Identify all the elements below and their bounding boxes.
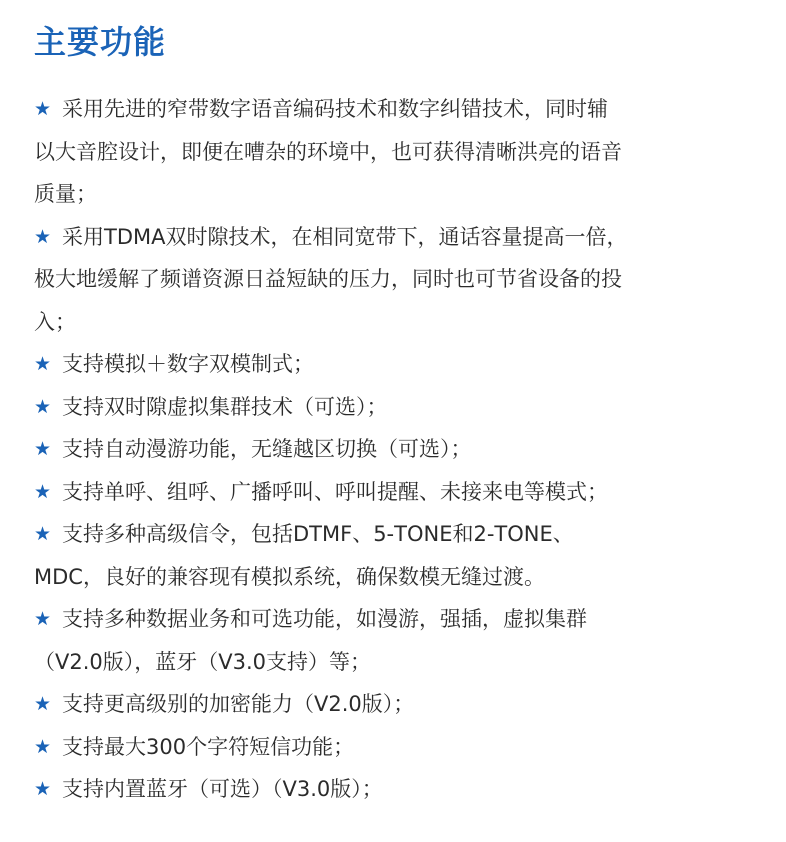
feature-line: 支持单呼、组呼、广播呼叫、呼叫提醒、未接来电等模式；	[62, 479, 608, 504]
feature-item	[34, 726, 752, 769]
feature-item	[34, 683, 752, 726]
star-icon: ★	[34, 480, 52, 503]
feature-line: 采用先进的窄带数字语音编码技术和数字纠错技术，同时辅	[62, 97, 608, 121]
star-icon: ★	[34, 778, 52, 800]
feature-item	[34, 513, 752, 598]
feature-line: 支持多种数据业务和可选功能，如漫游，强插，虚拟集群	[62, 607, 587, 631]
star-icon: ★	[34, 608, 52, 630]
feature-text	[62, 726, 752, 769]
feature-list	[34, 88, 752, 811]
feature-line: 支持内置蓝牙（可选）（V3.0版）；	[62, 777, 383, 801]
star-icon: ★	[34, 693, 52, 715]
star-icon: ★	[34, 438, 52, 460]
feature-item	[34, 88, 752, 216]
feature-line: 采用TDMA双时隙技术，在相同宽带下，通话容量提高一倍，	[62, 224, 628, 249]
feature-item	[34, 471, 752, 514]
feature-text	[62, 471, 752, 514]
feature-line: MDC，良好的兼容现有模拟系统，确保数模无缝过渡。	[34, 564, 545, 589]
feature-item	[34, 428, 752, 471]
feature-line: 支持双时隙虚拟集群技术（可选）；	[62, 394, 388, 419]
feature-item	[34, 386, 752, 429]
feature-item	[34, 768, 752, 811]
feature-text	[62, 386, 752, 429]
feature-line: 入；	[34, 309, 76, 334]
feature-text	[34, 216, 752, 344]
feature-text	[34, 598, 752, 683]
feature-line: 以大音腔设计，即便在嘈杂的环境中，也可获得清晰洪亮的语音	[34, 139, 622, 164]
feature-text	[34, 513, 752, 598]
feature-text	[62, 768, 752, 811]
feature-line: （V2.0版），蓝牙（V3.0支持）等；	[34, 649, 372, 674]
feature-line: 支持最大300个字符短信功能；	[62, 734, 355, 759]
feature-text	[62, 343, 752, 386]
star-icon: ★	[34, 735, 52, 758]
feature-text	[62, 428, 752, 471]
feature-text	[34, 88, 752, 216]
star-icon: ★	[34, 353, 52, 375]
feature-line: 支持更高级别的加密能力（V2.0版）；	[62, 692, 415, 716]
feature-item	[34, 598, 752, 683]
feature-line: 支持多种高级信令，包括DTMF、5-TONE和2-TONE、	[62, 522, 574, 546]
star-icon: ★	[34, 225, 52, 248]
feature-line: 支持自动漫游功能，无缝越区切换（可选）；	[62, 437, 472, 461]
feature-line: 极大地缓解了频谱资源日益短缺的压力，同时也可节省设备的投	[34, 267, 622, 291]
feature-line: 质量；	[34, 182, 97, 206]
page-title: 主要功能	[34, 23, 167, 61]
star-icon: ★	[34, 395, 52, 418]
star-icon: ★	[34, 98, 52, 120]
star-icon: ★	[34, 523, 52, 545]
feature-line: 支持模拟＋数字双模制式；	[62, 352, 314, 376]
feature-text	[62, 683, 752, 726]
feature-item	[34, 343, 752, 386]
feature-item	[34, 216, 752, 344]
